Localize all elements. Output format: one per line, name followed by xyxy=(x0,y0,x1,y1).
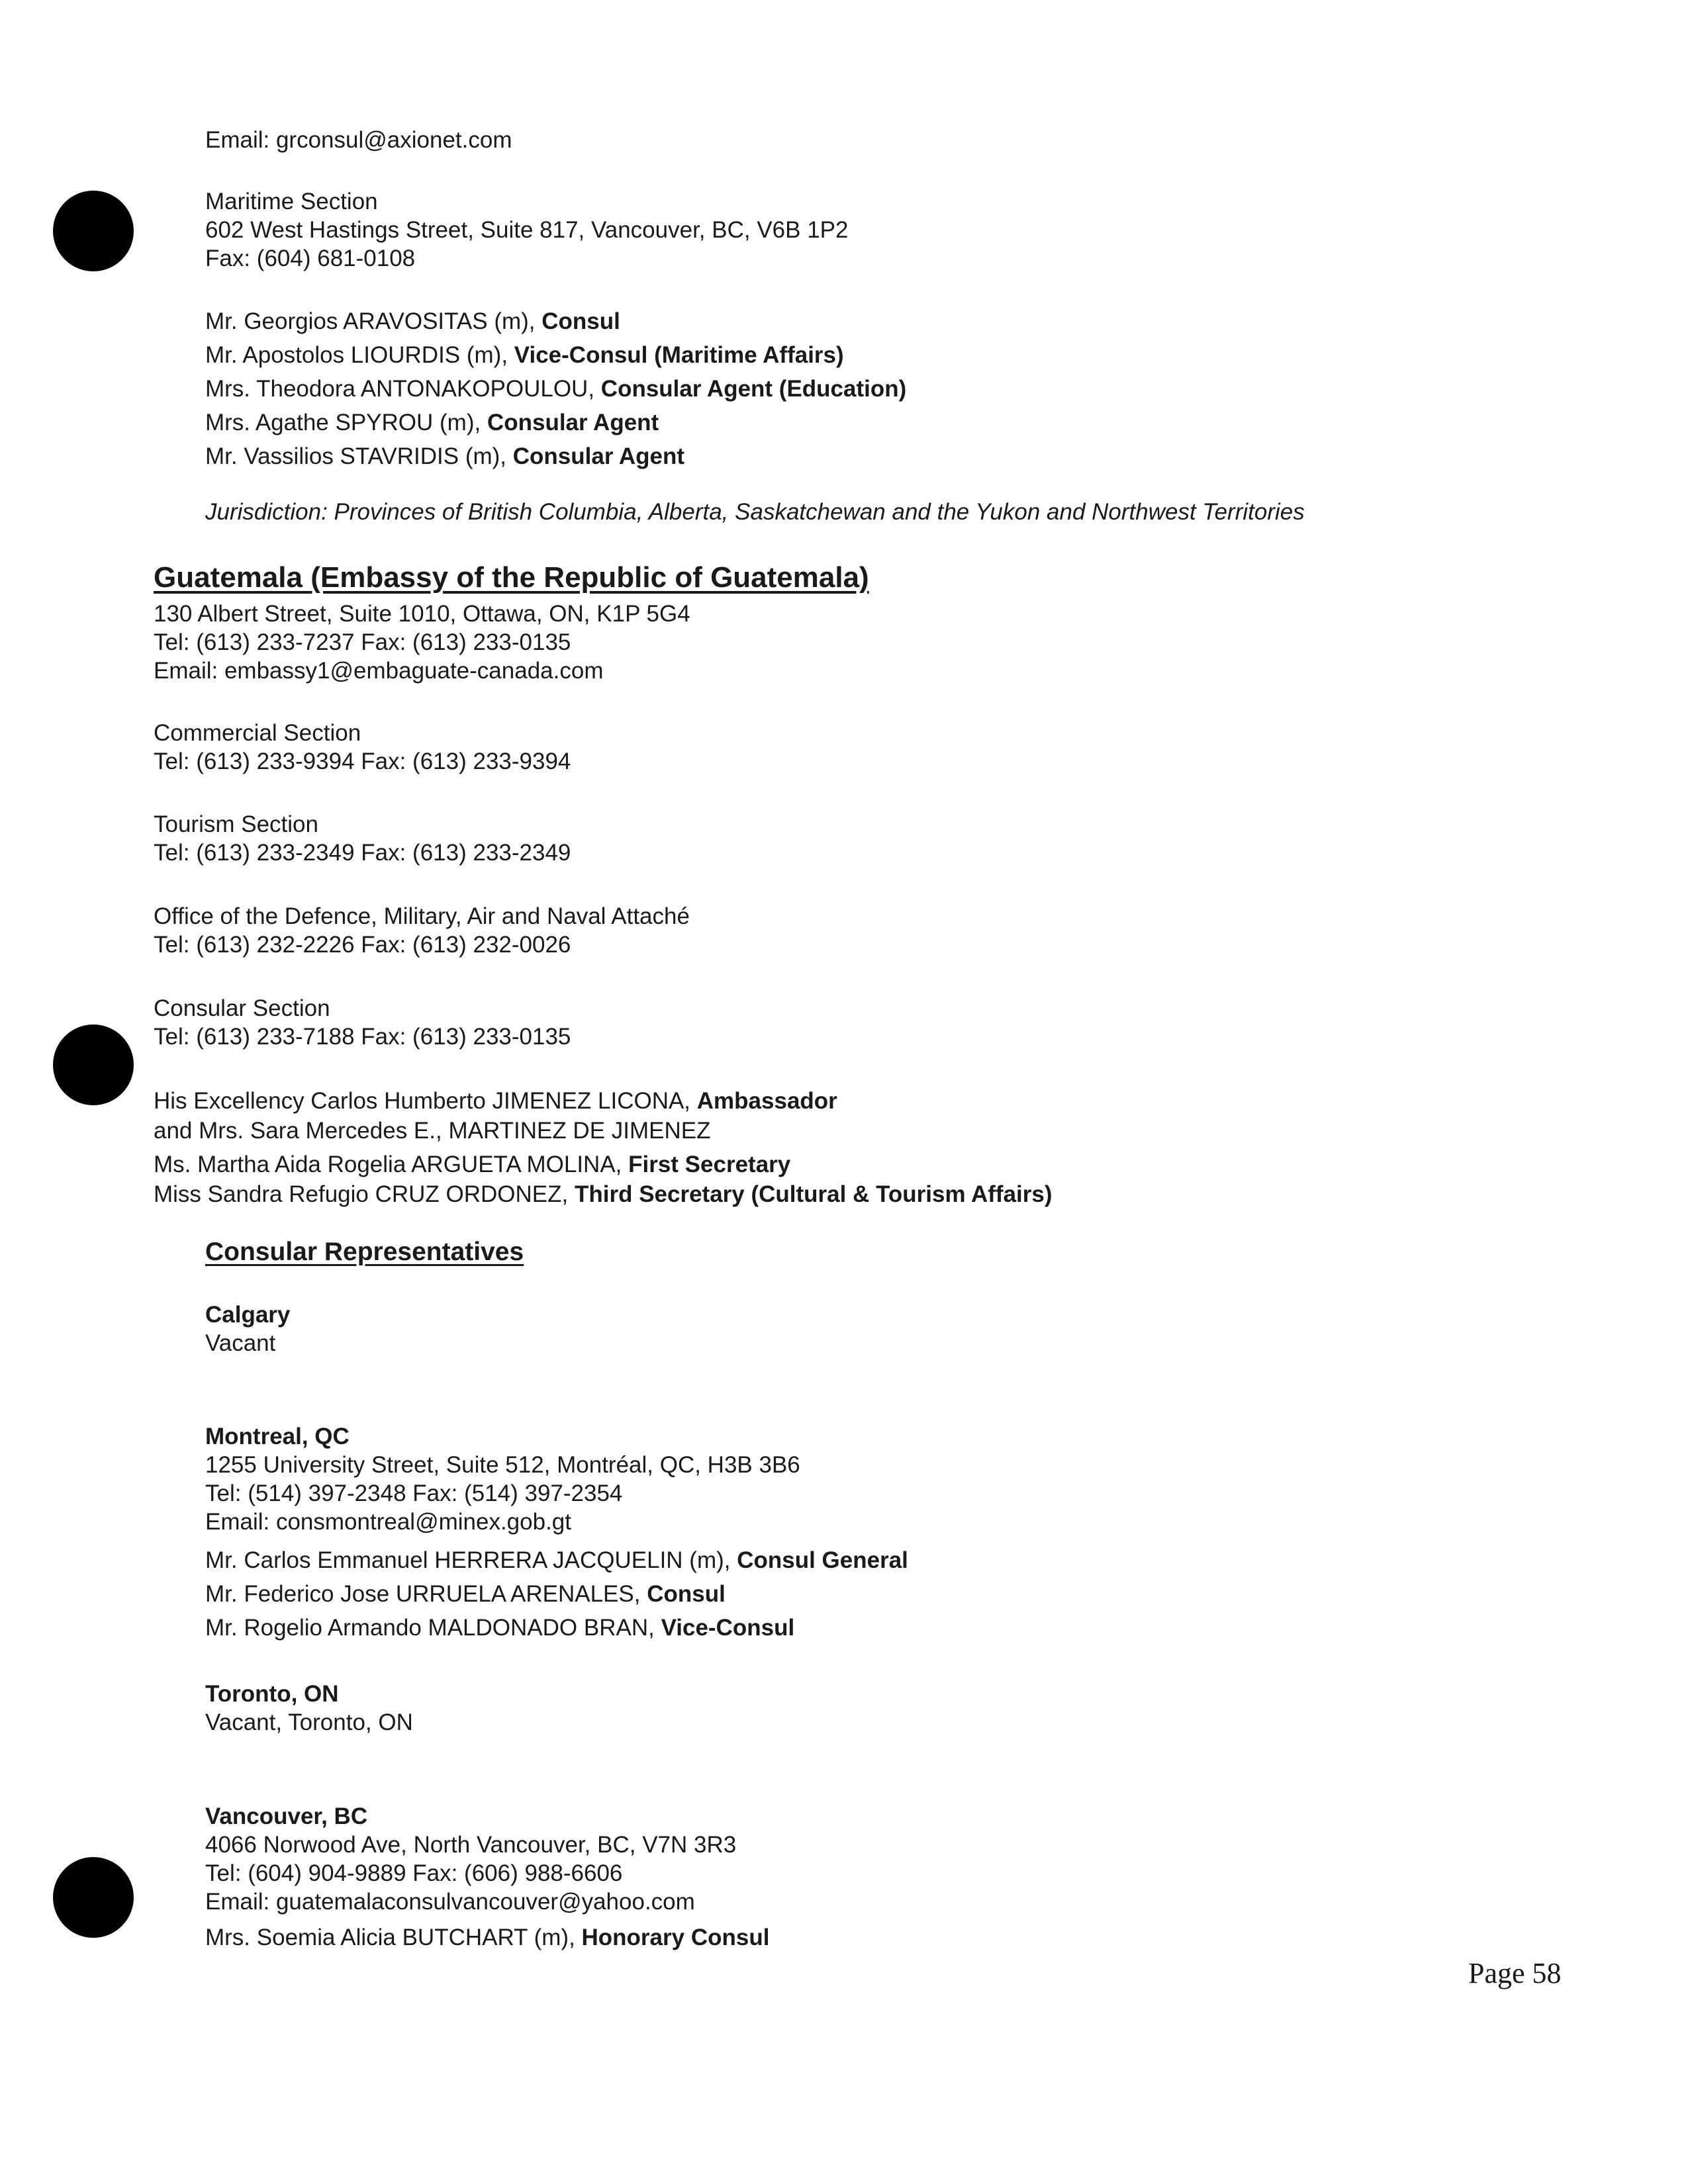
staff-entry: Mrs. Agathe SPYROU (m), Consular Agent xyxy=(205,410,659,435)
greece-staff-list xyxy=(205,304,906,473)
consulate-calgary: Calgary Vacant xyxy=(205,1302,291,1356)
staff-entry: Ms. Martha Aida Rogelia ARGUETA MOLINA, First Secretary xyxy=(154,1152,791,1177)
staff-entry: Miss Sandra Refugio CRUZ ORDONEZ, Third Secretary (Cultural & Tourism Affairs) xyxy=(154,1181,1053,1207)
embassy-email: Email: embassy1@embaguate-canada.com xyxy=(154,658,604,684)
embassy-tel: Tel: (613) 233-7237 Fax: (613) 233-0135 xyxy=(154,629,571,655)
binder-hole xyxy=(53,191,134,271)
binder-hole xyxy=(53,1024,134,1105)
tourism-section: Tourism Section Tel: (613) 233-2349 Fax: (613) 233-2349 xyxy=(154,811,571,866)
staff-entry: Mr. Rogelio Armando MALDONADO BRAN, Vice-Consul xyxy=(205,1615,795,1641)
city-name: Toronto, ON xyxy=(205,1681,339,1707)
city-name: Vancouver, BC xyxy=(205,1803,368,1829)
vancouver-staff-list xyxy=(205,1923,769,1952)
page-number: Page 58 xyxy=(1468,1957,1562,1989)
embassy-address: 130 Albert Street, Suite 1010, Ottawa, ON, K1P 5G4 xyxy=(154,601,690,627)
maritime-section xyxy=(205,187,848,273)
city-name: Calgary xyxy=(205,1302,291,1328)
commercial-section: Commercial Section Tel: (613) 233-9394 Fax: (613) 233-9394 xyxy=(154,720,571,774)
embassy-contact xyxy=(154,600,690,685)
staff-entry: Mrs. Soemia Alicia BUTCHART (m), Honorary Consul xyxy=(205,1925,770,1950)
section-title: Maritime Section xyxy=(205,189,378,214)
city-name: Montreal, QC xyxy=(205,1424,350,1449)
staff-entry: Mr. Vassilios STAVRIDIS (m), Consular Agent xyxy=(205,443,685,469)
staff-entry: Mr. Apostolos LIOURDIS (m), Vice-Consul (Maritime Affairs) xyxy=(205,342,844,368)
country-heading: Guatemala (Embassy of the Republic of Guatemala) xyxy=(154,561,869,594)
staff-entry: Mr. Georgios ARAVOSITAS (m), Consul xyxy=(205,308,620,334)
staff-entry: Mr. Carlos Emmanuel HERRERA JACQUELIN (m), Consul General xyxy=(205,1547,908,1573)
greece-email: Email: grconsul@axionet.com xyxy=(205,127,512,153)
staff-entry: and Mrs. Sara Mercedes E., MARTINEZ DE JIMENEZ xyxy=(154,1118,711,1144)
montreal-staff-list xyxy=(205,1543,908,1645)
jurisdiction-note: Jurisdiction: Provinces of British Columbia, Alberta, Saskatchewan and the Yukon and Northwest Territories xyxy=(205,499,1305,525)
section-address: 602 West Hastings Street, Suite 817, Vancouver, BC, V6B 1P2 xyxy=(205,217,849,243)
consulate-vancouver: Vancouver, BC 4066 Norwood Ave, North Vancouver, BC, V7N 3R3 Tel: (604) 904-9889 Fax: (606) 988-6606 Email: guatemalaconsulvancouver@yahoo.com Mrs. Soemia Alicia BUTCHART (m), Honorary Consul xyxy=(205,1803,770,1950)
staff-entry: Mr. Federico Jose URRUELA ARENALES, Consul xyxy=(205,1581,726,1607)
consulate-montreal: Montreal, QC 1255 University Street, Suite 512, Montréal, QC, H3B 3B6 Tel: (514) 397-2348 Fax: (514) 397-2354 Email: consmontreal@minex.gob.gt Mr. Carlos Emmanuel HERRERA JACQUELIN (m), Consul General Mr. Federico Jose URRUELA ARENALES, Consul Mr. Rogelio Armando MALDONADO BRAN, Vice-Consul xyxy=(205,1422,908,1645)
consular-section: Consular Section Tel: (613) 233-7188 Fax: (613) 233-0135 xyxy=(154,995,571,1050)
staff-entry: Mrs. Theodora ANTONAKOPOULOU, Consular Agent (Education) xyxy=(205,376,907,402)
staff-entry: His Excellency Carlos Humberto JIMENEZ LICONA, Ambassador xyxy=(154,1088,837,1114)
consular-representatives-heading: Consular Representatives xyxy=(205,1238,524,1266)
attache-section: Office of the Defence, Military, Air and Naval Attaché Tel: (613) 232-2226 Fax: (613) 232-0026 xyxy=(154,903,690,958)
consulate-toronto: Toronto, ON Vacant, Toronto, ON xyxy=(205,1681,413,1735)
embassy-staff-list xyxy=(154,1086,1053,1209)
binder-hole xyxy=(53,1857,134,1938)
section-fax: Fax: (604) 681-0108 xyxy=(205,246,416,271)
